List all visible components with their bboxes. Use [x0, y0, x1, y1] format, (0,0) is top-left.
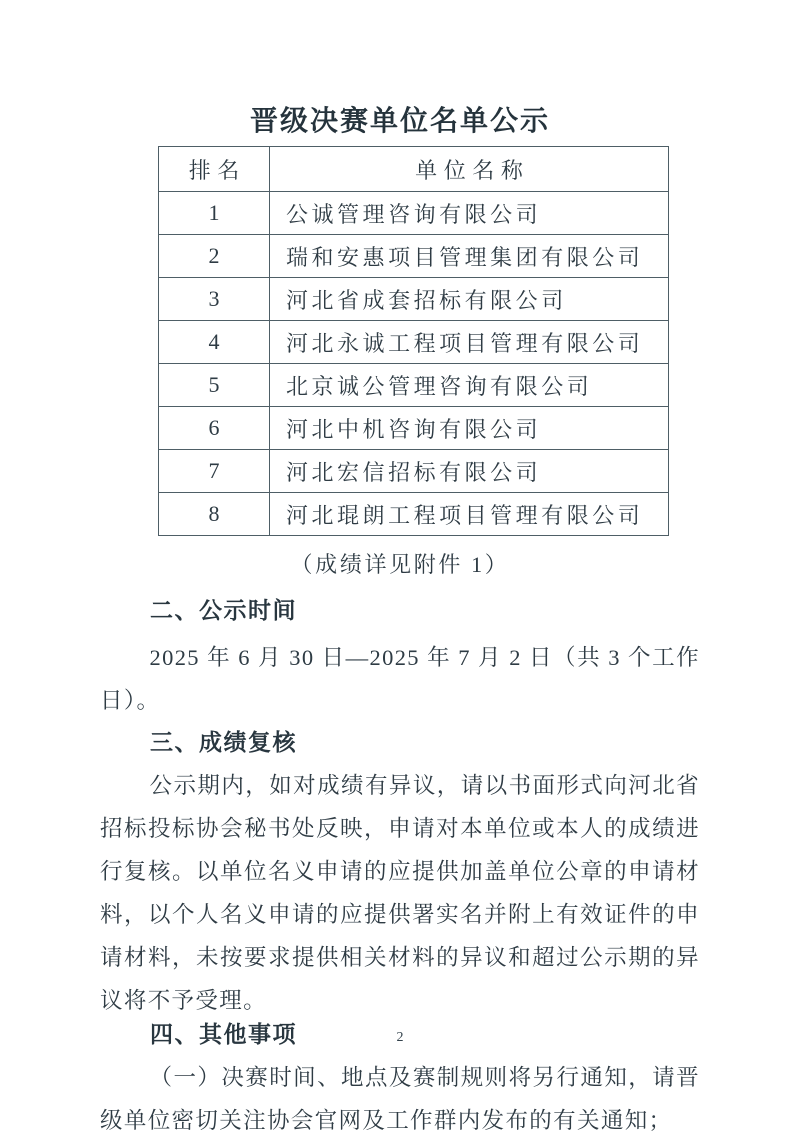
rank-cell: 6 — [159, 407, 270, 450]
rank-cell: 4 — [159, 321, 270, 364]
promotion-roster-table — [158, 146, 669, 536]
unit-name-cell: 北京诚公管理咨询有限公司 — [270, 364, 669, 407]
table-row — [159, 235, 669, 278]
column-header-rank: 排名 — [159, 147, 270, 192]
page-title: 晋级决赛单位名单公示 — [249, 106, 550, 137]
unit-name-cell: 公诚管理咨询有限公司 — [270, 192, 669, 235]
unit-name-cell: 瑞和安惠项目管理集团有限公司 — [270, 235, 669, 278]
rank-cell: 8 — [159, 493, 270, 536]
publicity-period-dates: 2025 年 6 月 30 日—2025 年 7 月 2 日（共 3 个工作日）。 — [100, 645, 700, 713]
rank-cell: 5 — [159, 364, 270, 407]
score-review-paragraph: 公示期内，如对成绩有异议，请以书面形式向河北省招标投标协会秘书处反映，申请对本单位或本人的成绩进行复核。以单位名义申请的应提供加盖单位公章的申请材料，以个人名义申请的应提供署实名并附上有效证件的申请材料，未按要求提供相关材料的异议和超过公示期的异议将不予受理。 — [100, 773, 700, 1013]
other-matters-paragraph: （一）决赛时间、地点及赛制规则将另行通知，请晋级单位密切关注协会官网及工作群内发布的有关通知； — [100, 1065, 700, 1132]
table-body — [159, 192, 669, 536]
unit-name-cell: 河北中机咨询有限公司 — [270, 407, 669, 450]
unit-name-cell: 河北宏信招标有限公司 — [270, 450, 669, 493]
section-heading-publicity-period: 二、公示时间 — [150, 597, 297, 623]
table-row — [159, 192, 669, 235]
unit-name-cell: 河北永诚工程项目管理有限公司 — [270, 321, 669, 364]
rank-cell: 1 — [159, 192, 270, 235]
table-row — [159, 450, 669, 493]
table-row — [159, 493, 669, 536]
table-row — [159, 407, 669, 450]
unit-name-cell: 河北省成套招标有限公司 — [270, 278, 669, 321]
rank-cell: 7 — [159, 450, 270, 493]
section-score-review — [0, 726, 800, 1022]
section-publicity-period — [0, 594, 800, 722]
column-header-unit-name: 单位名称 — [270, 147, 669, 192]
table-row — [159, 321, 669, 364]
table-row — [159, 278, 669, 321]
unit-name-cell: 河北琨朗工程项目管理有限公司 — [270, 493, 669, 536]
rank-cell: 2 — [159, 235, 270, 278]
page-number: 2 — [396, 1030, 404, 1045]
section-heading-score-review: 三、成绩复核 — [150, 729, 297, 755]
table-row — [159, 364, 669, 407]
section-heading-other-matters: 四、其他事项 — [150, 1021, 297, 1047]
table-header-row — [159, 147, 669, 192]
table-caption: （成绩详见附件 1） — [290, 552, 510, 577]
rank-cell: 3 — [159, 278, 270, 321]
